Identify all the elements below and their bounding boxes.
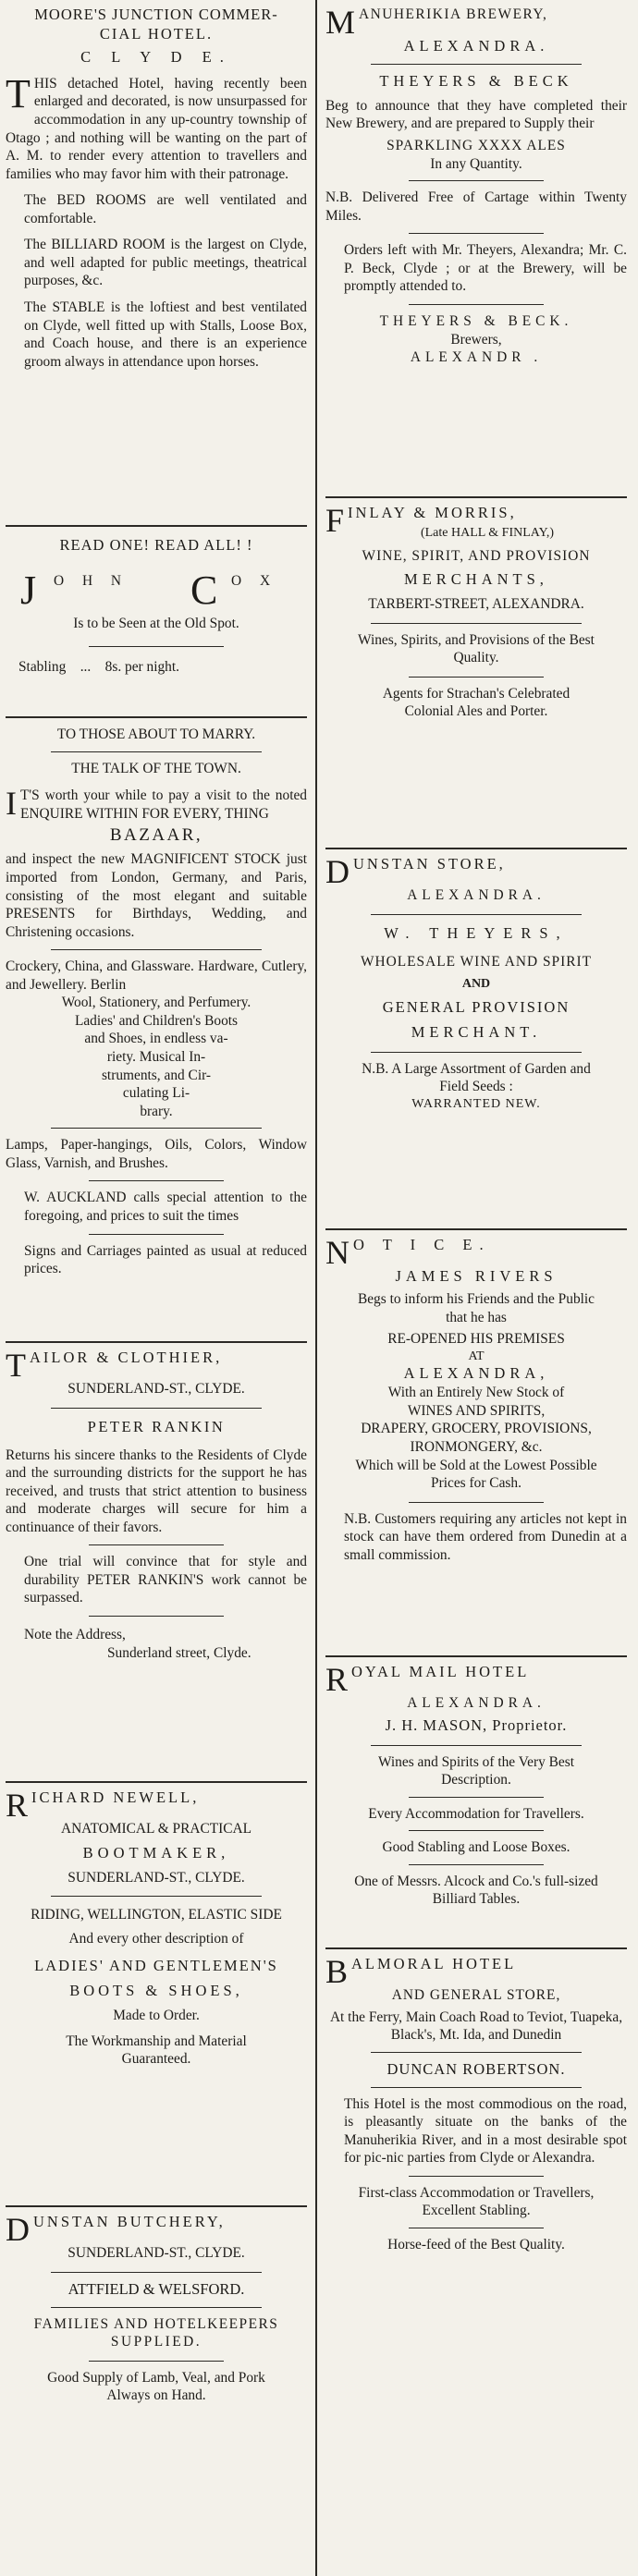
ad-line: In any Quantity. (430, 155, 522, 172)
rule-divider (409, 1864, 545, 1865)
ad-line: Billiard Tables. (432, 1891, 521, 1908)
ad-text: HIS detached Hotel, having recently been enlarged and decorated, is now unsurpassed for accommodation in any up-country township of Otago ; and nothing will be wanting on the part of A. M. to render every attention to travellers and families who may favor him with their patronage. (6, 75, 307, 182)
ad-title-text: ICHARD NEWELL, (31, 1789, 200, 1806)
rule-divider (371, 914, 582, 915)
ad-name: DUNCAN ROBERTSON. (386, 2059, 566, 2078)
ad-john-cox (6, 527, 307, 718)
ad-line: WARRANTED NEW. (411, 1096, 541, 1111)
ad-late: (Late HALL & FINLAY,) (420, 525, 555, 540)
ad-paragraph: The STABLE is the loftiest and best ventilated on Clyde, well fitted up with Stalls, Loose Box, and Coach house, and there is an experience groom always in attendance upon horses. (24, 299, 307, 370)
drop-cap: F (325, 502, 345, 539)
ad-bazaar-title: BAZAAR, (109, 825, 203, 846)
ad-paragraph: The BILLIARD ROOM is the largest on Clyde, and well adapted for public meetings, theatrical purposes, &c. (24, 237, 307, 289)
ad-paragraph: Beg to announce that they have completed their New Brewery, and are prepared to Supply their (325, 97, 627, 132)
drop-cap: T (6, 1347, 26, 1384)
ad-name: W. THEYERS, (384, 923, 569, 942)
ad-royal-mail-hotel (325, 1657, 627, 1949)
rule-divider (89, 646, 225, 647)
goods-list (6, 958, 307, 1120)
goods-line: Ladies' and Children's Boots (74, 1012, 239, 1029)
ad-subtitle: WHOLESALE WINE AND SPIRIT (361, 953, 592, 970)
ad-line: N.B. A Large Assortment of Garden and (362, 1060, 591, 1077)
rule-divider (89, 1180, 225, 1181)
ad-moores-hotel (6, 0, 307, 527)
ad-rankin (6, 1343, 307, 1783)
ad-place: ALEXANDRA. (407, 1695, 546, 1711)
drop-cap: B (325, 1953, 349, 1990)
name-initial: C (190, 567, 218, 613)
goods-line: Wool, Stationery, and Perfumery. (61, 995, 252, 1011)
ad-paragraph (6, 70, 307, 183)
ad-signature: Brewers, (450, 331, 502, 348)
ad-line: Agents for Strachan's Celebrated (382, 685, 571, 702)
ad-subtitle: BOOTMAKER, (82, 1843, 230, 1862)
drop-cap: T (6, 70, 31, 116)
ad-name-display (6, 567, 307, 615)
ad-line: Good Stabling and Loose Boxes. (382, 1839, 571, 1856)
drop-cap: M (325, 4, 356, 41)
ad-line: WINES AND SPIRITS, (407, 1402, 546, 1419)
rule-divider (51, 2307, 262, 2308)
ad-title (325, 1953, 627, 1990)
ad-paragraph: Signs and Carriages painted as usual at reduced prices. (24, 1242, 307, 1277)
rule-divider (51, 1896, 262, 1897)
drop-cap: R (6, 1787, 29, 1824)
ad-paragraph: The BED ROOMS are well ventilated and comfortable. (24, 192, 307, 226)
name-rest: O X (231, 572, 278, 589)
goods-line: Crockery, China, and Glassware. Hardware, Cutlery, and Jewellery. Berlin (6, 958, 307, 993)
ad-line: Good Supply of Lamb, Veal, and Pork (47, 2369, 265, 2386)
ad-street: SUNDERLAND-ST., CLYDE. (67, 1381, 245, 1397)
ad-bazaar (6, 718, 307, 1343)
rule-divider (409, 2176, 545, 2177)
ad-proprietor: J. H. MASON, Proprietor. (385, 1715, 568, 1734)
drop-cap: R (325, 1661, 349, 1698)
ad-line: First-class Accommodation or Travellers, (358, 2184, 595, 2201)
ad-names: ATTFIELD & WELSFORD. (67, 2279, 245, 2298)
goods-line: struments, and Cir- (101, 1067, 212, 1083)
ad-subtitle: WINE, SPIRIT, AND PROVISION (362, 547, 591, 564)
rule-divider (89, 1544, 225, 1545)
drop-cap: N (325, 1234, 350, 1271)
ad-line: And every other description of (68, 1930, 244, 1947)
ad-name: JAMES RIVERS (395, 1267, 558, 1285)
ad-subtitle: MERCHANTS, (404, 570, 548, 589)
goods-line: riety. Musical In- (106, 1049, 206, 1065)
ad-line: Always on Hand. (106, 2387, 206, 2404)
ad-line: Sunderland street, Clyde. (107, 1644, 252, 1661)
rule-divider (409, 304, 545, 305)
ad-line: Stabling ... 8s. per night. (18, 658, 179, 675)
ad-place: ALEXANDRA. (407, 887, 546, 903)
ad-line: SUPPLIED. (110, 2334, 202, 2350)
goods-line: brary. (140, 1103, 173, 1119)
ad-balmoral-hotel (325, 1949, 627, 2264)
ad-title (325, 853, 627, 890)
column-divider (315, 0, 317, 2576)
ad-line: RE-OPENED HIS PREMISES (387, 1331, 565, 1348)
name-initial: J (20, 567, 37, 613)
rule-divider (89, 1234, 225, 1235)
ad-signature: ALEXANDR . (410, 349, 543, 366)
ad-line: One of Messrs. Alcock and Co.'s full-sized (354, 1873, 598, 1889)
ad-dunstan-butchery (6, 2207, 307, 2414)
drop-cap: I (6, 785, 17, 823)
ad-title-text: UNSTAN STORE, (353, 855, 506, 873)
rule-divider (371, 1745, 582, 1746)
ad-line: Is to be Seen at the Old Spot. (73, 615, 239, 631)
ad-line: that he has (446, 1309, 507, 1325)
rule-divider (371, 2087, 582, 2088)
ad-title: MOORE'S JUNCTION COMMER- (34, 6, 278, 23)
drop-cap: D (325, 853, 350, 890)
ad-line: Note the Address, (24, 1627, 126, 1643)
ad-title (325, 4, 627, 41)
ad-street: SUNDERLAND-ST., CLYDE. (67, 2245, 245, 2261)
ad-line: Description. (441, 1772, 511, 1789)
ad-line: Horse-feed of the Best Quality. (387, 2237, 565, 2253)
ad-headline: READ ONE! READ ALL! ! (59, 536, 253, 554)
ad-line: SPARKLING XXXX ALES (386, 138, 566, 154)
ad-street: SUNDERLAND-ST., CLYDE. (67, 1869, 245, 1886)
ad-title (6, 2211, 307, 2248)
ad-signature: THEYERS & BECK. (379, 312, 573, 329)
ad-line: Colonial Ales and Porter. (404, 703, 548, 720)
rule-divider (409, 1502, 545, 1503)
ad-place: ALEXANDRA, (403, 1364, 549, 1383)
ad-title-text: O T I C E. (353, 1236, 491, 1253)
ad-title-text: UNSTAN BUTCHERY, (33, 2213, 226, 2230)
ad-line: FAMILIES AND HOTELKEEPERS (33, 2315, 279, 2332)
rule-divider (409, 677, 545, 678)
goods-line: and Shoes, in endless va- (84, 1031, 228, 1047)
ad-location: At the Ferry, Main Coach Road to Teviot, Tuapeka, Black's, Mt. Ida, and Dunedin (329, 2008, 623, 2044)
ad-subheadline: THE TALK OF THE TOWN. (71, 760, 241, 776)
drop-cap: D (6, 2211, 30, 2248)
ad-line: RIDING, WELLINGTON, ELASTIC SIDE (31, 1907, 282, 1923)
ad-line: Made to Order. (113, 2008, 200, 2024)
ad-paragraph: W. AUCKLAND calls special attention to the foregoing, and prices to suit the times (24, 1190, 307, 1224)
rule-divider (51, 949, 262, 950)
ad-line: BOOTS & SHOES, (69, 1982, 243, 2000)
rule-divider (51, 1128, 262, 1129)
ad-line: AT (468, 1349, 485, 1363)
ad-title-text: INLAY & MORRIS, (348, 504, 517, 521)
ad-line: Every Accommodation for Travellers. (368, 1805, 584, 1822)
rule-divider (89, 2361, 225, 2362)
rule-divider (89, 1616, 225, 1617)
rule-divider (371, 2052, 582, 2053)
ad-line: IRONMONGERY, &c. (410, 1439, 543, 1456)
ad-paragraph: One trial will convince that for style and durability PETER RANKIN'S work cannot be surpassed. (24, 1554, 307, 1606)
ad-and: AND (461, 977, 491, 992)
ad-line: LADIES' AND GENTLEMEN'S (34, 1957, 278, 1975)
ad-subtitle: ANATOMICAL & PRACTICAL (60, 1821, 252, 1837)
ad-line: Quality. (453, 650, 499, 666)
ad-name: PETER RANKIN (87, 1417, 226, 1435)
ad-line: Prices for Cash. (431, 1475, 521, 1492)
rule-divider (409, 1797, 545, 1798)
ad-line: With an Entirely New Stock of (387, 1385, 565, 1401)
ad-title-cont: CIAL HOTEL. (99, 24, 214, 43)
ad-names: THEYERS & BECK (379, 71, 573, 90)
ad-paragraph: This Hotel is the most commodious on the road, is pleasantly situate on the banks of the Manuherikia River, and in a most desirable spot for pic-nic parties from Clyde or Alexandra. (344, 2095, 627, 2167)
ad-title (6, 1347, 307, 1384)
ad-place: C L Y D E. (80, 47, 232, 66)
rule-divider (409, 180, 545, 181)
goods-line: culating Li- (122, 1085, 190, 1102)
ad-notice-rivers (325, 1230, 627, 1657)
ad-dunstan-store (325, 849, 627, 1230)
ad-paragraph: N.B. Customers requiring any articles not kept in stock can have them ordered from Dunedin at a small commission. (344, 1510, 627, 1563)
ad-title-text: ALMORAL HOTEL (351, 1955, 517, 1972)
ad-line: Guaranteed. (121, 2051, 191, 2068)
left-column (0, 0, 314, 2576)
ad-street: TARBERT-STREET, ALEXANDRA. (368, 596, 584, 613)
ad-line: Excellent Stabling. (422, 2203, 531, 2219)
ad-finlay-morris (325, 498, 627, 849)
name-rest: O H N (54, 572, 129, 589)
ad-title (6, 1787, 307, 1824)
ad-newell (6, 1783, 307, 2207)
ad-title-text: OYAL MAIL HOTEL (351, 1663, 530, 1680)
ad-subtitle: GENERAL PROVISION (382, 997, 571, 1016)
ad-text: T'S worth your while to pay a visit to the noted ENQUIRE WITHIN FOR EVERY, THING (20, 787, 307, 822)
ad-paragraph (6, 787, 307, 823)
ad-manuherikia-brewery (325, 0, 627, 498)
ad-line: Begs to inform his Friends and the Public (357, 1290, 595, 1307)
ad-line: DRAPERY, GROCERY, PROVISIONS, (361, 1421, 592, 1437)
ad-paragraph: Lamps, Paper-hangings, Oils, Colors, Window Glass, Varnish, and Brushes. (6, 1137, 307, 1171)
ad-title (325, 1661, 627, 1698)
ad-paragraph: Orders left with Mr. Theyers, Alexandra; Mr. C. P. Beck, Clyde ; or at the Brewery, will be promptly attended to. (344, 242, 627, 295)
rule-divider (51, 2272, 262, 2273)
rule-divider (409, 1830, 545, 1831)
ad-title (325, 1234, 627, 1271)
ad-place: ALEXANDRA. (403, 37, 549, 55)
rule-divider (371, 1052, 582, 1053)
rule-divider (371, 64, 582, 65)
ad-subtitle: AND GENERAL STORE, (391, 1987, 561, 2003)
ad-line: Wines and Spirits of the Very Best (378, 1753, 574, 1770)
rule-divider (51, 1408, 262, 1409)
ad-title-text: ANUHERIKIA BREWERY, (359, 6, 548, 22)
ad-line: Which will be Sold at the Lowest Possible (355, 1457, 597, 1473)
ad-paragraph: N.B. Delivered Free of Cartage within Twenty Miles. (325, 189, 627, 224)
ad-subtitle: MERCHANT. (411, 1022, 542, 1041)
ad-headline: TO THOSE ABOUT TO MARRY. (56, 726, 256, 742)
ad-paragraph: Returns his sincere thanks to the Residents of Clyde and the surrounding districts for the support he has received, and trusts that strict attention to business and moderate charges will secure for him a continuance of their favors. (6, 1447, 307, 1535)
ad-title-text: AILOR & CLOTHIER, (30, 1349, 223, 1366)
rule-divider (371, 623, 582, 624)
ad-paragraph: and inspect the new MAGNIFICENT STOCK just imported from London, Germany, and Paris, consisting of the most elegant and suitable PRESENTS for Birthdays, Wedding, and Christening occasions. (6, 851, 307, 940)
ad-line: Wines, Spirits, and Provisions of the Best (358, 631, 595, 648)
right-column (318, 0, 632, 2576)
rule-divider (51, 751, 262, 752)
ad-line: The Workmanship and Material (66, 2033, 247, 2049)
rule-divider (409, 233, 545, 234)
ad-line: Field Seeds : (439, 1079, 513, 1095)
